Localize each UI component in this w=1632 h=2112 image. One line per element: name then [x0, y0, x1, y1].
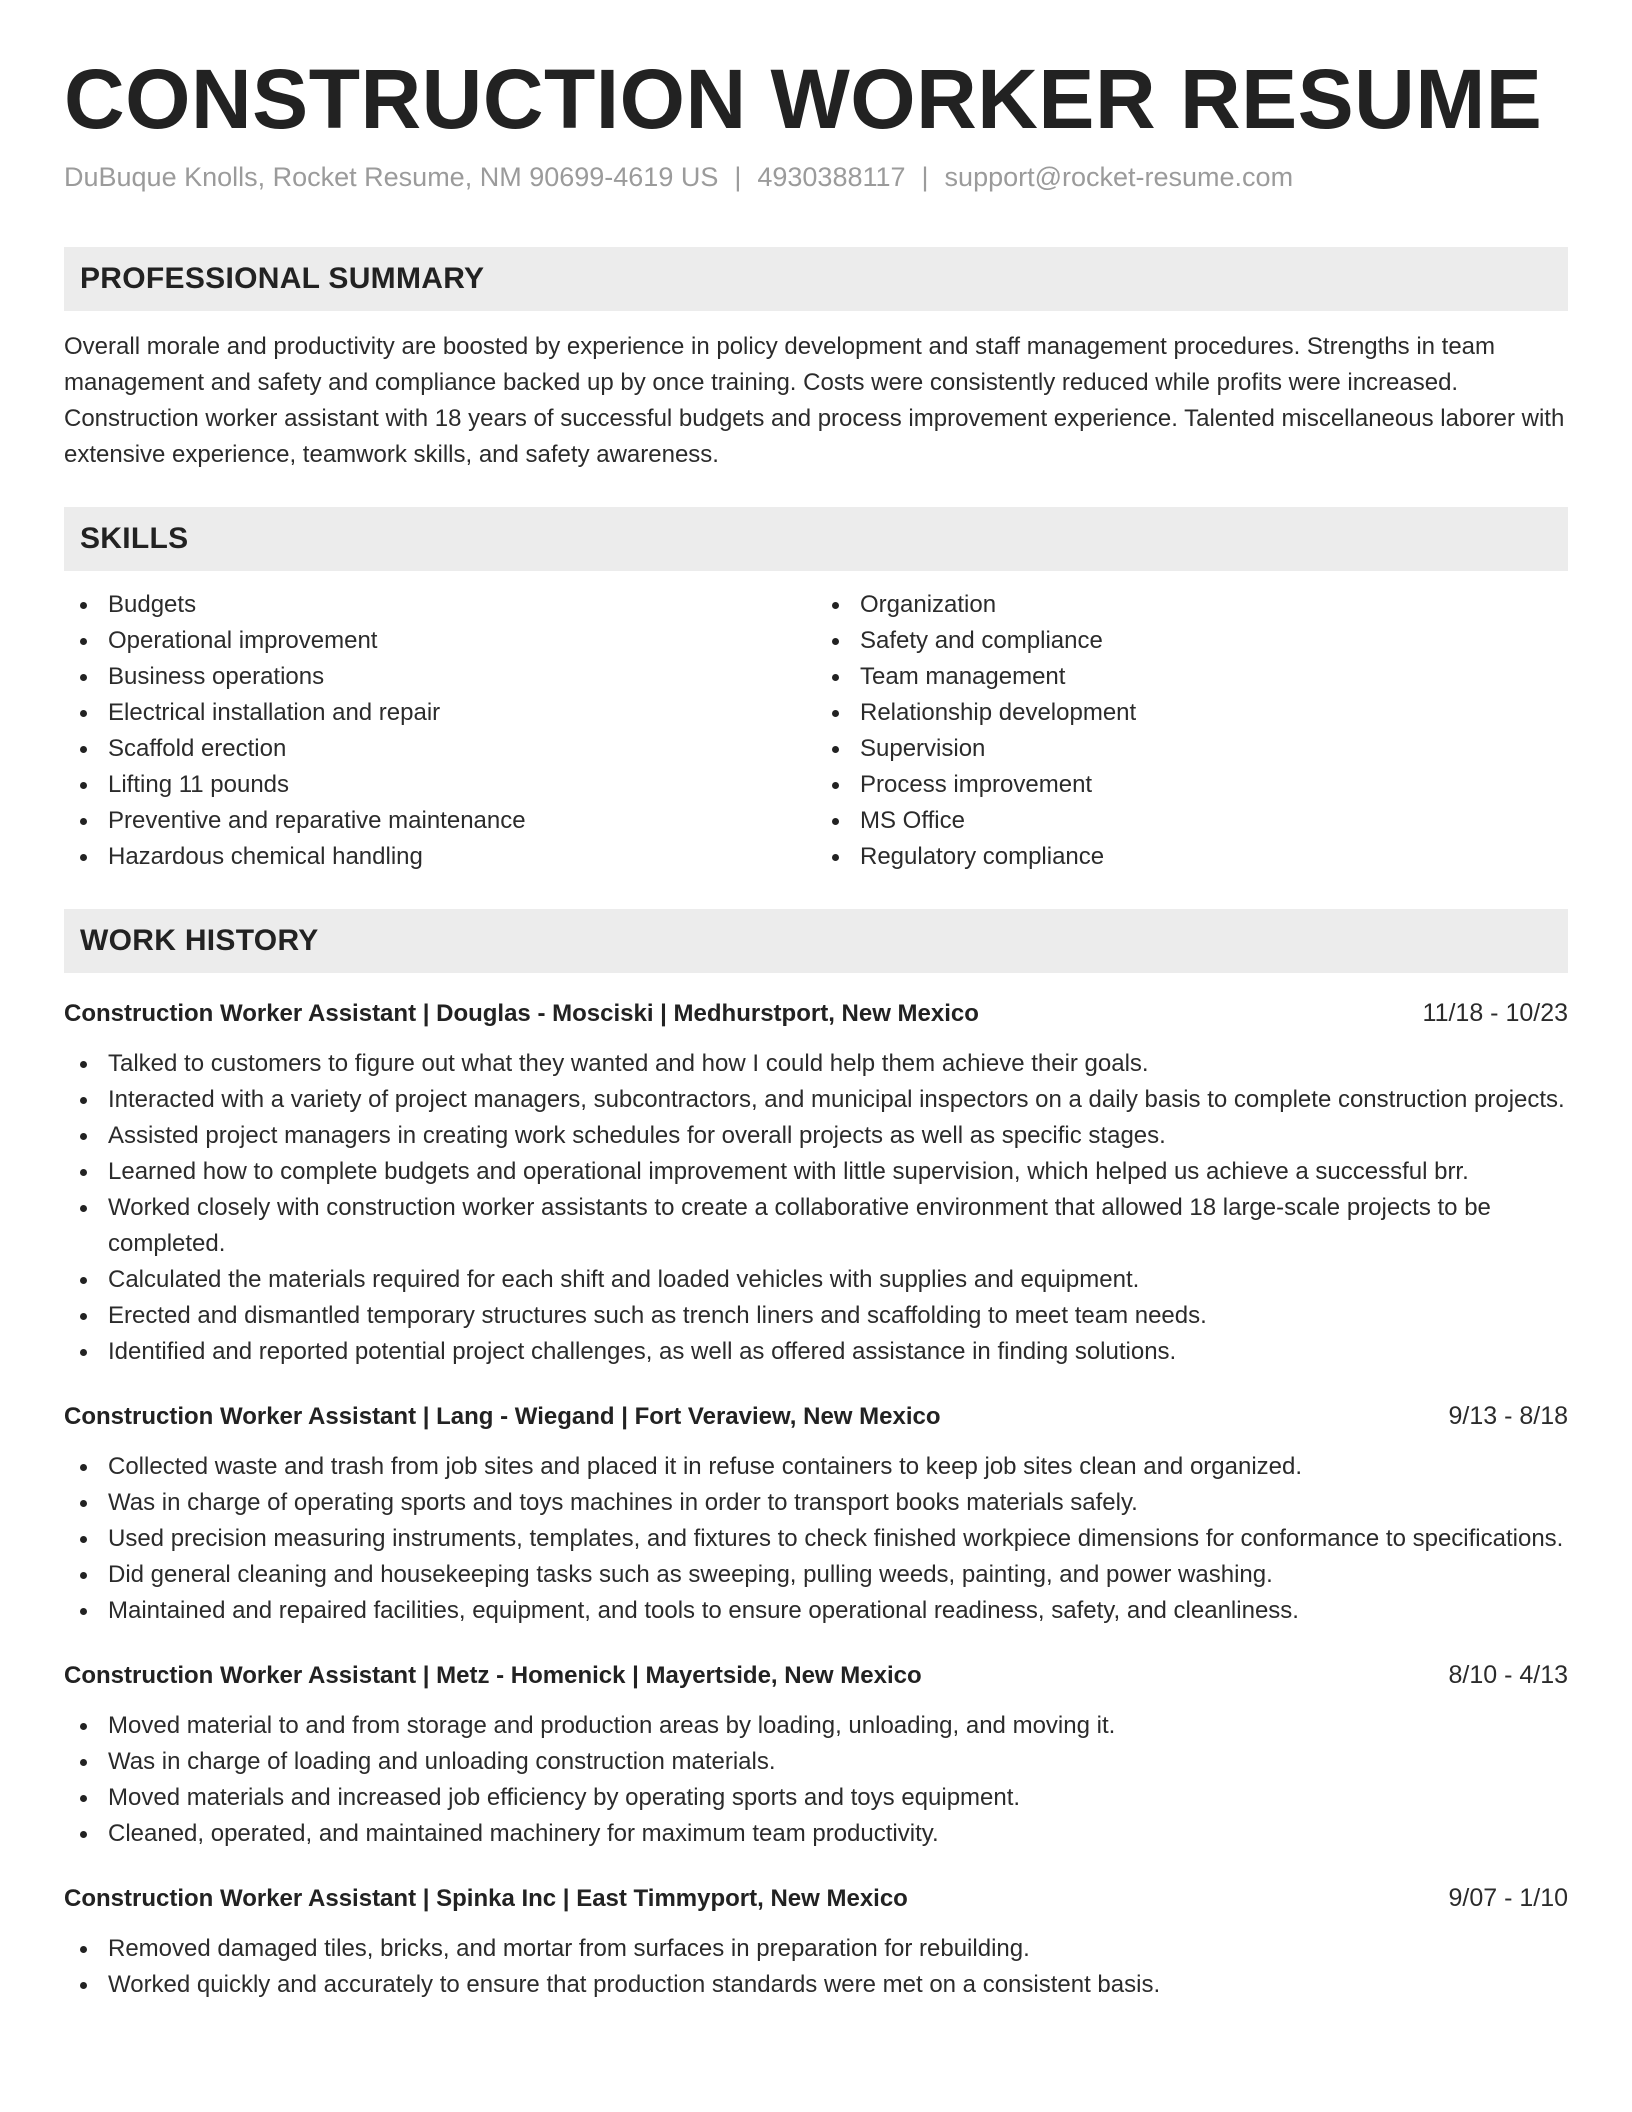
skill-item: Team management	[816, 659, 1568, 695]
job-header	[64, 995, 1568, 1032]
job-entry	[64, 995, 1568, 1370]
skills-grid	[64, 587, 1568, 875]
job-dates: 8/10 - 4/13	[1448, 1661, 1568, 1690]
job-bullet: Assisted project managers in creating work schedules for overall projects as well as specific stages.	[64, 1118, 1568, 1154]
job-entry	[64, 1880, 1568, 2003]
job-bullet: Erected and dismantled temporary structures such as trench liners and scaffolding to meet team needs.	[64, 1298, 1568, 1334]
skills-column-right	[816, 587, 1568, 875]
job-bullet: Used precision measuring instruments, templates, and fixtures to check finished workpiece dimensions for conformance to specifications.	[64, 1521, 1568, 1557]
job-entry	[64, 1398, 1568, 1629]
job-title: Construction Worker Assistant | Douglas - Mosciski | Medhurstport, New Mexico	[64, 1000, 979, 1028]
job-bullets	[64, 1449, 1568, 1629]
job-bullet: Cleaned, operated, and maintained machinery for maximum team productivity.	[64, 1816, 1568, 1852]
skill-item: MS Office	[816, 803, 1568, 839]
job-entry	[64, 1657, 1568, 1852]
skill-item: Business operations	[64, 659, 816, 695]
contact-address: DuBuque Knolls, Rocket Resume, NM 90699-4619 US	[64, 162, 719, 193]
skill-item: Regulatory compliance	[816, 839, 1568, 875]
job-title: Construction Worker Assistant | Lang - Wiegand | Fort Veraview, New Mexico	[64, 1403, 941, 1431]
job-header	[64, 1398, 1568, 1435]
job-bullet: Collected waste and trash from job sites and placed it in refuse containers to keep job sites clean and organized.	[64, 1449, 1568, 1485]
job-bullet: Identified and reported potential project challenges, as well as offered assistance in finding solutions.	[64, 1334, 1568, 1370]
job-title: Construction Worker Assistant | Metz - Homenick | Mayertside, New Mexico	[64, 1662, 922, 1690]
job-dates: 9/07 - 1/10	[1448, 1884, 1568, 1913]
job-title: Construction Worker Assistant | Spinka Inc | East Timmyport, New Mexico	[64, 1885, 908, 1913]
contact-email: support@rocket-resume.com	[944, 162, 1294, 193]
job-bullet: Interacted with a variety of project managers, subcontractors, and municipal inspectors on a daily basis to complete construction projects.	[64, 1082, 1568, 1118]
job-bullets	[64, 1931, 1568, 2003]
skill-item: Preventive and reparative maintenance	[64, 803, 816, 839]
skill-item: Relationship development	[816, 695, 1568, 731]
skill-item: Electrical installation and repair	[64, 695, 816, 731]
job-bullet: Worked quickly and accurately to ensure that production standards were met on a consistent basis.	[64, 1967, 1568, 2003]
skill-item: Scaffold erection	[64, 731, 816, 767]
summary-text: Overall morale and productivity are boosted by experience in policy development and staff management procedures. Strengths in team management and safety and compliance backed up by once training. Costs were consistently reduced while profits were increased. Construction worker assistant with 18 years of successful budgets and process improvement experience. Talented miscellaneous laborer with extensive experience, teamwork skills, and safety awareness.	[64, 333, 1565, 469]
contact-phone: 4930388117	[757, 162, 906, 193]
skill-item: Process improvement	[816, 767, 1568, 803]
job-header	[64, 1657, 1568, 1694]
contact-separator: |	[921, 162, 929, 193]
skill-item: Operational improvement	[64, 623, 816, 659]
section-header-work-history: WORK HISTORY	[64, 909, 1568, 973]
resume-title: CONSTRUCTION WORKER RESUME	[64, 52, 1543, 146]
contact-separator: |	[734, 162, 742, 193]
job-bullet: Did general cleaning and housekeeping tasks such as sweeping, pulling weeds, painting, and power washing.	[64, 1557, 1568, 1593]
section-header-skills: SKILLS	[64, 507, 1568, 571]
skill-item: Hazardous chemical handling	[64, 839, 816, 875]
job-bullets	[64, 1046, 1568, 1370]
job-bullet: Was in charge of operating sports and toys machines in order to transport books materials safely.	[64, 1485, 1568, 1521]
skill-item: Organization	[816, 587, 1568, 623]
skill-item: Lifting 11 pounds	[64, 767, 816, 803]
skill-item: Supervision	[816, 731, 1568, 767]
contact-line	[64, 160, 1568, 195]
job-header	[64, 1880, 1568, 1917]
job-bullet: Moved materials and increased job efficiency by operating sports and toys equipment.	[64, 1780, 1568, 1816]
section-header-summary: PROFESSIONAL SUMMARY	[64, 247, 1568, 311]
skills-column-left	[64, 587, 816, 875]
job-bullet: Worked closely with construction worker assistants to create a collaborative environment that allowed 18 large-scale projects to be completed.	[64, 1190, 1568, 1262]
job-bullet: Learned how to complete budgets and operational improvement with little supervision, which helped us achieve a successful brr.	[64, 1154, 1568, 1190]
job-dates: 11/18 - 10/23	[1422, 999, 1568, 1028]
job-bullet: Calculated the materials required for each shift and loaded vehicles with supplies and equipment.	[64, 1262, 1568, 1298]
job-bullet: Maintained and repaired facilities, equipment, and tools to ensure operational readiness, safety, and cleanliness.	[64, 1593, 1568, 1629]
job-dates: 9/13 - 8/18	[1448, 1402, 1568, 1431]
job-bullet: Talked to customers to figure out what they wanted and how I could help them achieve their goals.	[64, 1046, 1568, 1082]
job-bullet: Removed damaged tiles, bricks, and mortar from surfaces in preparation for rebuilding.	[64, 1931, 1568, 1967]
job-bullet: Was in charge of loading and unloading construction materials.	[64, 1744, 1568, 1780]
skill-item: Safety and compliance	[816, 623, 1568, 659]
job-bullet: Moved material to and from storage and production areas by loading, unloading, and moving it.	[64, 1708, 1568, 1744]
job-bullets	[64, 1708, 1568, 1852]
skill-item: Budgets	[64, 587, 816, 623]
